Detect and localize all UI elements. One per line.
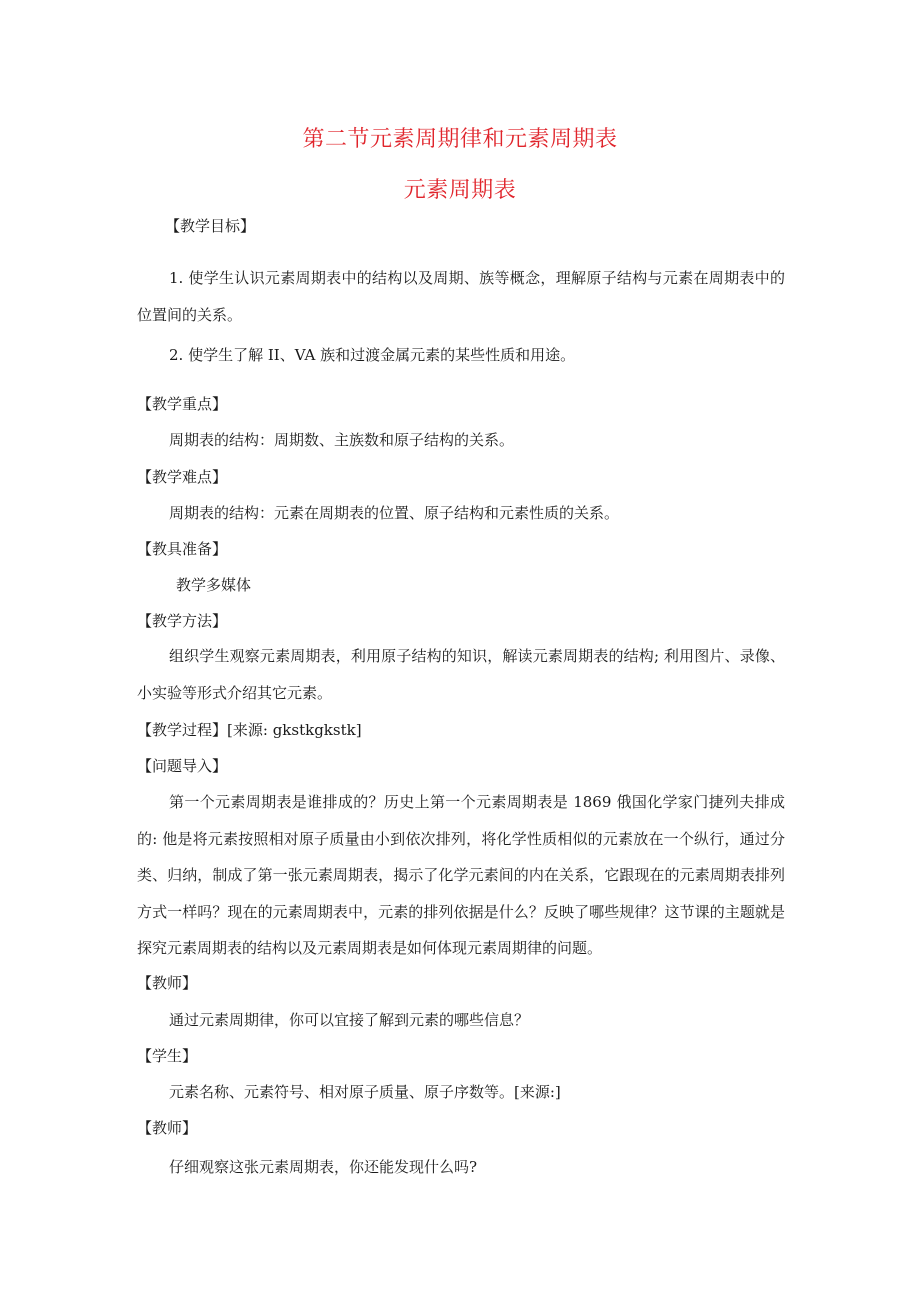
document-subtitle: 元素周期表 [403,178,517,203]
intro-heading: 【问题导入】 [137,757,228,775]
intro-text: 第一个元素周期表是谁排成的？历史上第一个元素周期表是 1869 俄国化学家门捷列夫排成的: 他是将元素按照相对原子质量由小到依次排列，将化学性质相似的元素放在一个纵行，通过分类、归纳，制成了第一张元素周期表，揭示了化学元素间的内在关系，它跟现在的元素周期表排列方式一样吗？现在的元素周期表中，元素的排列依据是什么？反映了哪些规律？这节课的主题就是探究元素周期表的结构以及元素周期表是如何体现元素周期律的问题。 [137,793,785,957]
teacher-text-1: 通过元素周期律，你可以宜接了解到元素的哪些信息？ [169,1011,530,1029]
difficult-heading: 【教学难点】 [137,468,228,486]
tools-heading: 【教具准备】 [137,540,228,558]
tools-text: 教学多媒体 [176,576,252,594]
goal-2-text: 2. 使学生了解 II、VA 族和过渡金属元素的某些性质和用途。 [169,346,576,364]
document-title: 第二节元素周期律和元素周期表 [302,127,618,152]
process-line [137,720,362,740]
teacher-heading-1: 【教师】 [137,974,198,992]
method-heading: 【教学方法】 [137,612,228,630]
difficult-text: 周期表的结构：元素在周期表的位置、原子结构和元素性质的关系。 [169,504,620,522]
student-heading: 【学生】 [137,1047,198,1065]
key-text: 周期表的结构：周期数、主族数和原子结构的关系。 [169,431,515,449]
key-heading: 【教学重点】 [137,395,228,413]
method-text: 组织学生观察元素周期表，利用原子结构的知识，解读元素周期表的结构; 利用图片、录像、小实验等形式介绍其它元素。 [137,647,785,702]
goal-1-text: 1. 使学生认识元素周期表中的结构以及周期、族等概念，理解原子结构与元素在周期表中的位置间的关系。 [137,269,785,324]
teacher-heading-2: 【教师】 [137,1119,198,1137]
goals-heading: 【教学目标】 [165,217,256,235]
process-heading: 【教学过程】 [137,721,228,739]
student-text: 元素名称、元素符号、相对原子质量、原子序数等。[来源:] [169,1083,561,1101]
teacher-text-2: 仔细观察这张元素周期表，你还能发现什么吗? [169,1158,478,1176]
process-source: [来源: gkstkgkstk] [227,721,362,739]
